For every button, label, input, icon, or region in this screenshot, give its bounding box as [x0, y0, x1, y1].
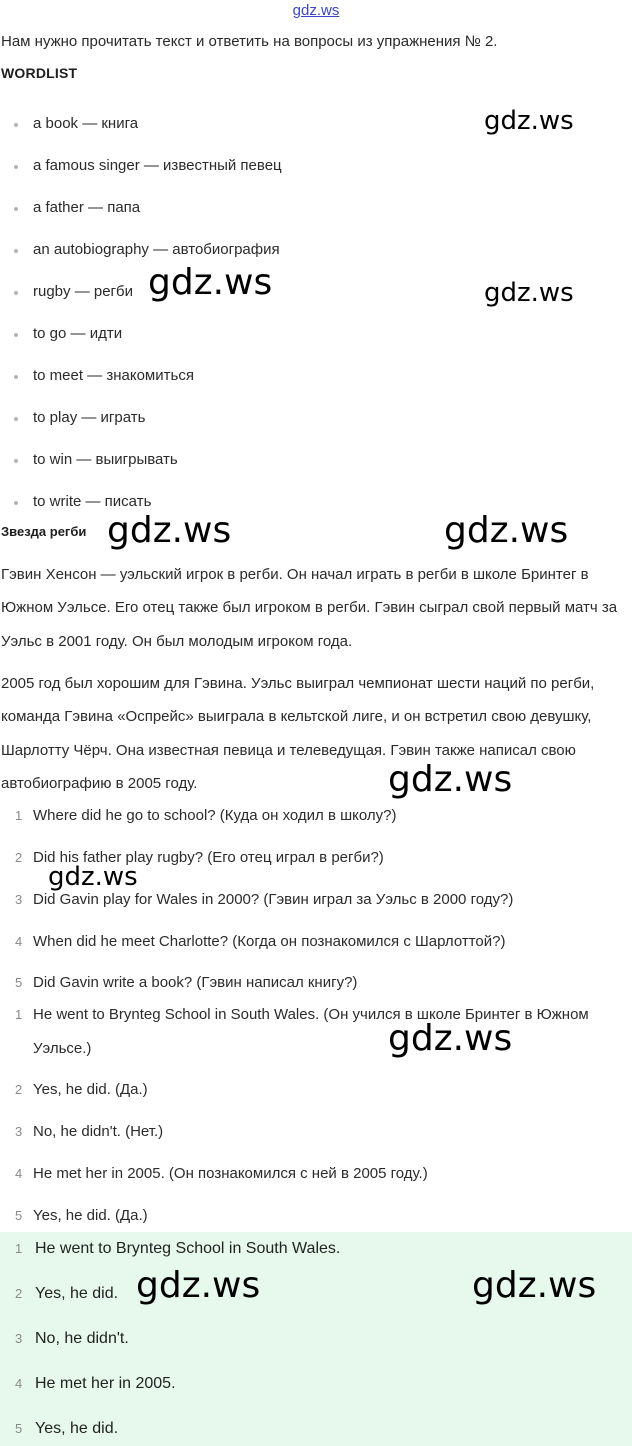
bullet-icon [14, 417, 18, 421]
watermark: gdz.ws [107, 510, 232, 551]
bullet-icon [14, 123, 18, 127]
bullet-icon [14, 291, 18, 295]
watermark: gdz.ws [48, 862, 138, 892]
watermark: gdz.ws [388, 759, 513, 800]
watermark: gdz.ws [136, 1265, 261, 1306]
bullet-icon [14, 459, 18, 463]
bullet-icon [14, 249, 18, 253]
story-title: Звезда регби [1, 524, 87, 539]
bullet-icon [14, 207, 18, 211]
bullet-icon [14, 501, 18, 505]
wordlist-heading: WORDLIST [1, 65, 78, 81]
site-link[interactable]: gdz.ws [292, 2, 340, 19]
watermark: gdz.ws [444, 510, 569, 551]
bullet-icon [14, 165, 18, 169]
watermark: gdz.ws [472, 1265, 597, 1306]
story-paragraph: Гэвин Хенсон — уэльский игрок в регби. Он начал играть в регби в школе Бринтег в Южном Уэльсе. Его отец также был игроком в регби. Гэвин сыграл свой первый матч за Уэльс в 2001 году. Он был молодым игроком года. [1, 566, 618, 650]
watermark: gdz.ws [148, 262, 273, 303]
watermark: gdz.ws [388, 1018, 513, 1059]
story-paragraph: 2005 год был хорошим для Гэвина. Уэльс выиграл чемпионат шести наций по регби, команда Гэвина «Оспрейс» выиграла в кельтской лиге, и он встретил свою девушку, Шарлотту Чёрч. Она известная певица и телеведущая. Гэвин также написал свою автобиографию в 2005 году. [1, 675, 595, 792]
watermark: gdz.ws [484, 278, 574, 308]
intro-text: Нам нужно прочитать текст и ответить на вопросы из упражнения № 2. [1, 33, 498, 50]
watermark: gdz.ws [484, 106, 574, 136]
bullet-icon [14, 375, 18, 379]
bullet-icon [14, 333, 18, 337]
